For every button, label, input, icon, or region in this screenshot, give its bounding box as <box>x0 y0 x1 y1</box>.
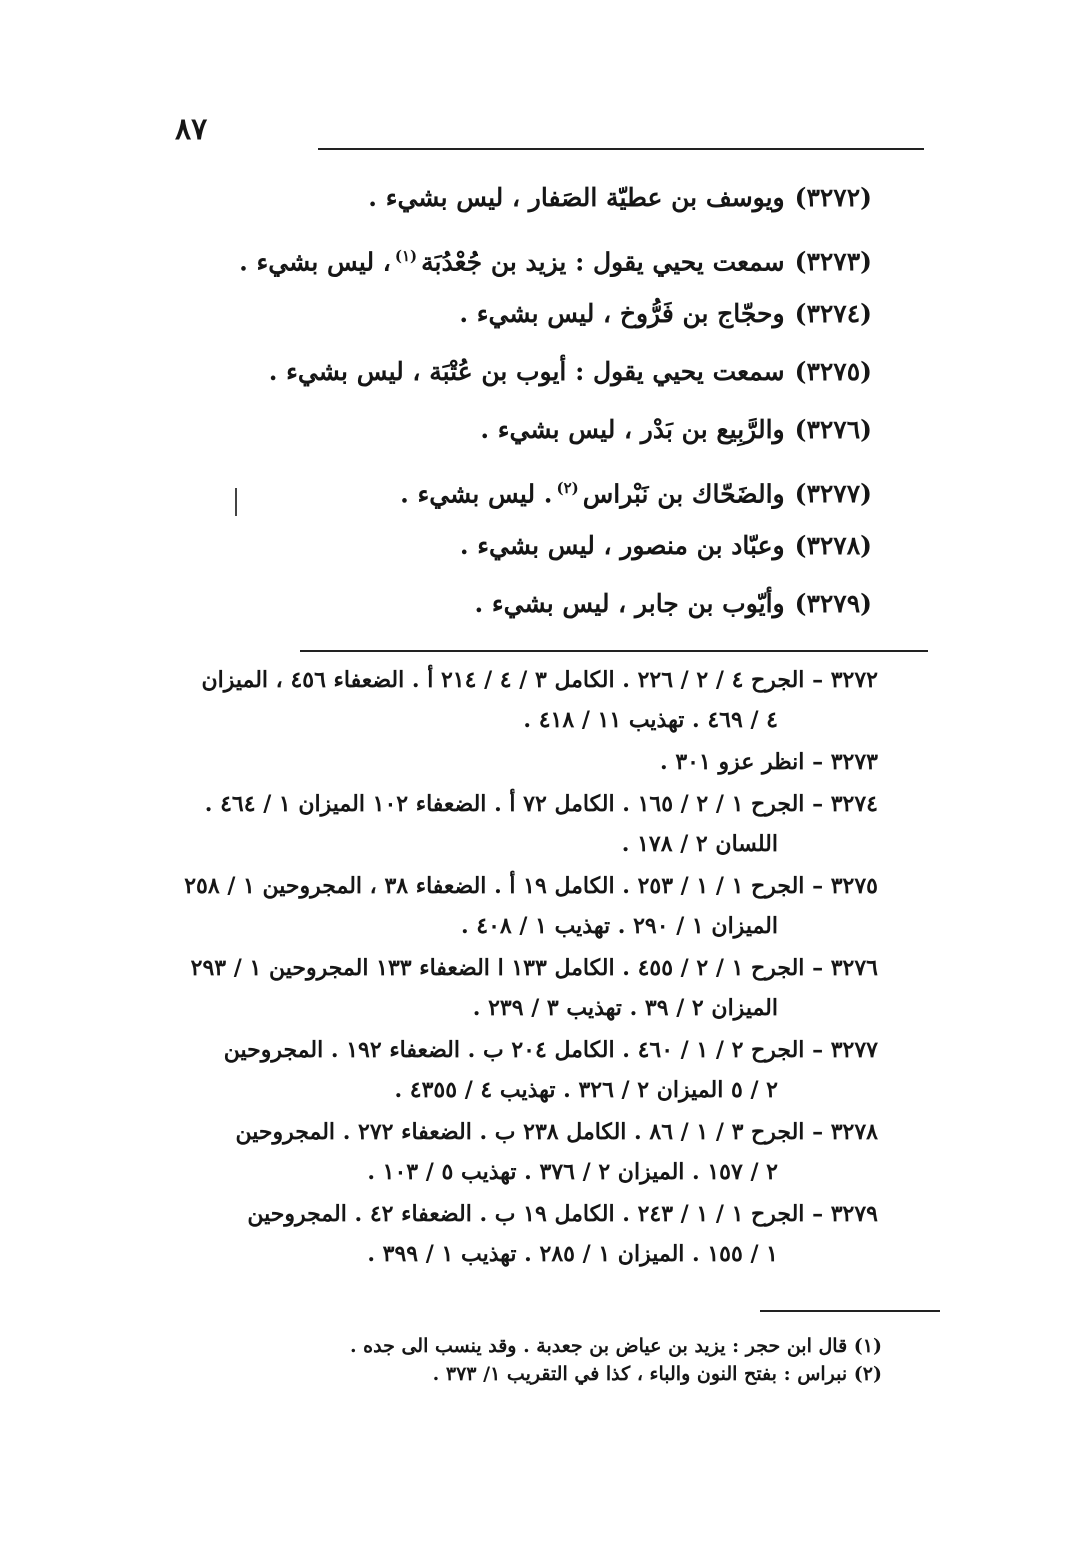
reference-line: ٣٢٧٢ – الجرح ٤ / ٢ / ٢٢٦ . الكامل ٣ / ٤ / ٢١٤ أ . الضعفاء ٤٥٦ ، الميزان <box>201 667 878 693</box>
entry-number: (٣٢٧٤) <box>794 299 872 328</box>
entry-text: وأيّوب بن جابر ، ليس بشيء . <box>474 589 785 618</box>
reference-item <box>178 660 878 740</box>
entry-text-after: . ليس بشيء . <box>400 479 553 509</box>
footnote: (٢) نبراس : بفتح النون والباء ، كذا في التقريب ١/ ٣٧٣ . <box>432 1363 882 1385</box>
reference-line: ٣٢٧٩ – الجرح ١ / ١ / ٢٤٣ . الكامل ١٩ ب . الضعفاء ٤٢ . المجروحين <box>247 1201 878 1227</box>
entry-text: ويوسف بن عطيّة الصَفار ، ليس بشيء . <box>368 183 785 212</box>
entry-text: والرَّبِيع بن بَدْر ، ليس بشيء . <box>480 415 785 444</box>
reference-line: اللسان ٢ / ١٧٨ . <box>621 831 778 857</box>
reference-line: الميزان ١ / ٢٩٠ . تهذيب ١ / ٤٠٨ . <box>460 913 778 939</box>
reference-line: ٣٢٧٥ – الجرح ١ / ١ / ٢٥٣ . الكامل ١٩ أ . الضعفاء ٣٨ ، المجروحين ١ / ٢٥٨ <box>184 873 878 899</box>
footnote-marker: (١) <box>394 247 418 265</box>
entry-text: وعبّاد بن منصور ، ليس بشيء . <box>459 531 785 560</box>
entry-row <box>172 236 872 294</box>
footnote-marker: (٢) <box>556 479 579 497</box>
entry-text-after: ، ليس بشيء . <box>239 247 391 277</box>
entry-number: (٣٢٧٧) <box>794 479 872 509</box>
reference-line: ٣٢٧٧ – الجرح ٢ / ١ / ٤٦٠ . الكامل ٢٠٤ ب . الضعفاء ١٩٢ . المجروحين <box>223 1037 878 1063</box>
references-list <box>178 660 878 1276</box>
reference-line: ٢ / ١٥٧ . الميزان ٢ / ٣٧٦ . تهذيب ٥ / ١٠٣ . <box>367 1159 778 1185</box>
page-number: ٨٧ <box>175 112 208 147</box>
header-rule <box>318 148 924 150</box>
reference-line: ٣٢٧٨ – الجرح ٣ / ١ / ٨٦ . الكامل ٢٣٨ ب . الضعفاء ٢٧٢ . المجروحين <box>235 1119 878 1145</box>
entry-row <box>172 584 872 642</box>
footnotes-list <box>182 1332 882 1388</box>
entry-row <box>172 178 872 236</box>
reference-line: ١ / ١٥٥ . الميزان ١ / ٢٨٥ . تهذيب ١ / ٣٩٩ . <box>367 1241 778 1267</box>
reference-line: ٤ / ٤٦٩ . تهذيب ١١ / ٤١٨ . <box>523 707 778 733</box>
reference-spacer <box>178 1274 878 1276</box>
entry-text: والضَحّاك بن نَبْراس <box>582 479 785 509</box>
footnote-rule <box>760 1310 940 1312</box>
entry-number: (٣٢٧٣) <box>794 247 872 277</box>
reference-item <box>178 1030 878 1110</box>
reference-line: ٢ / ٥ الميزان ٢ / ٣٢٦ . تهذيب ٤ / ٤٣٥٥ . <box>394 1077 778 1103</box>
entry-text: سمعت يحيي يقول : أيوب بن عُتْبَة ، ليس بشيء . <box>268 357 785 386</box>
reference-item <box>178 866 878 946</box>
entry-row <box>172 352 872 410</box>
reference-item <box>178 784 878 864</box>
entry-text: وحجّاج بن فَرُّوخ ، ليس بشيء . <box>459 299 785 328</box>
entry-number: (٣٢٧٩) <box>794 589 872 618</box>
entry-text: سمعت يحيي يقول : يزيد بن جُعْدُبَة <box>421 247 785 277</box>
reference-line: الميزان ٢ / ٣٩ . تهذيب ٣ / ٢٣٩ . <box>472 995 778 1021</box>
reference-line: ٣٢٧٦ – الجرح ١ / ٢ / ٤٥٥ . الكامل ١٣٣ ا الضعفاء ١٣٣ المجروحين ١ / ٢٩٣ <box>190 955 878 981</box>
reference-line: ٣٢٧٤ – الجرح ١ / ٢ / ١٦٥ . الكامل ٧٢ أ . الضعفاء ١٠٢ الميزان ١ / ٤٦٤ . <box>204 791 878 817</box>
entry-row <box>172 468 872 526</box>
references-rule <box>300 650 928 652</box>
entries-list <box>172 178 872 642</box>
entry-row <box>172 526 872 584</box>
reference-item <box>178 948 878 1028</box>
entry-row <box>172 410 872 468</box>
entry-number: (٣٢٧٢) <box>794 183 872 212</box>
reference-item <box>178 742 878 782</box>
entry-number: (٣٢٧٦) <box>794 415 872 444</box>
reference-line: ٣٢٧٣ – انظر عزو ٣٠١ . <box>660 749 878 775</box>
footnote: (١) قال ابن حجر : يزيد بن عياض بن جعدبة . وقد ينسب الى جده . <box>349 1335 882 1357</box>
entry-row <box>172 294 872 352</box>
entry-number: (٣٢٧٥) <box>794 357 872 386</box>
reference-item <box>178 1112 878 1192</box>
reference-item <box>178 1194 878 1274</box>
entry-number: (٣٢٧٨) <box>794 531 872 560</box>
